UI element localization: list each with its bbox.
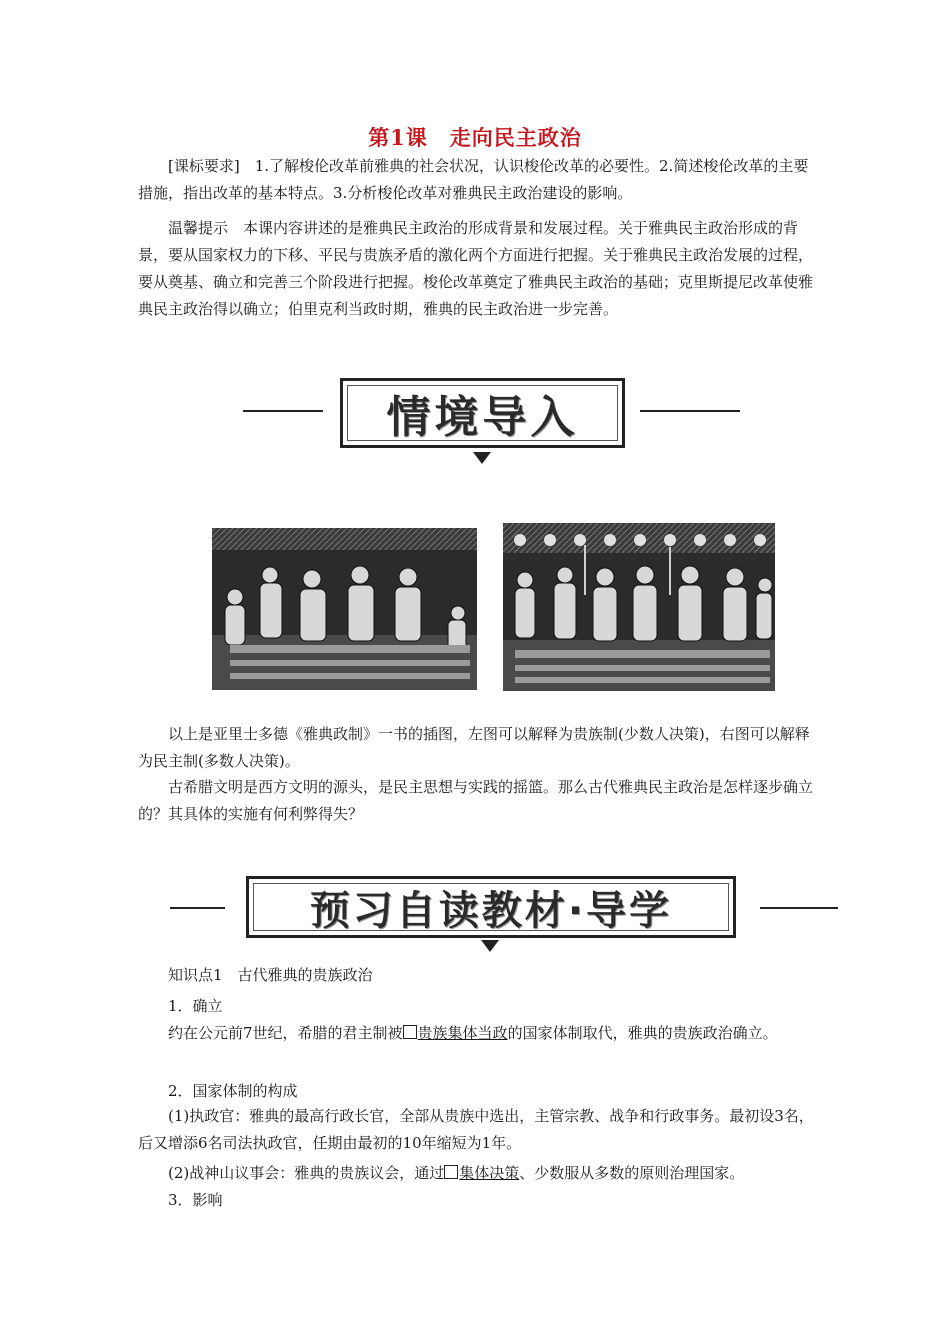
knowledge-point-1-title: 知识点1 古代雅典的贵族政治 [168,966,373,984]
fill-blank-answer: 集体决策 [444,1164,519,1182]
banner-rule-right [640,410,740,412]
banner-box [246,876,736,938]
banner-title: 情境导入 [386,392,579,443]
tip-paragraph: 温馨提示 本课内容讲述的是雅典民主政治的形成背景和发展过程。关于雅典民主政治形成的背景，要从国家权力的下移、平民与贵族矛盾的激化两个方面进行把握。关于雅典民主政治发展的过程，要从奠基、确立和完善三个阶段进行把握。梭伦改革奠定了雅典民主政治的基础；克里斯提尼改革使雅典民主政治得以确立；伯里克利当政时期，雅典的民主政治进一步完善。 [138,219,814,318]
section-1-body: 约在公元前7世纪，希腊的君主制被 贵族集体当政的国家体制取代，雅典的贵族政治确立。 [168,1024,778,1042]
section-1-title: 1．确立 [168,997,223,1015]
checkbox-icon [444,1165,458,1179]
intro-paragraph-1: 以上是亚里士多德《雅典政制》一书的插图，左图可以解释为贵族制(少数人决策)，右图可以解释为民主制(多数人决策)。 [138,725,810,770]
section-2-item-1: (1)执政官：雅典的最高行政长官，全部从贵族中选出，主管宗教、战争和行政事务。最初设3名，后又增添6名司法执政官，任期由最初的10年缩短为1年。 [138,1107,814,1152]
section-2-title: 2．国家体制的构成 [168,1082,298,1100]
checkbox-icon [403,1025,417,1039]
banner-box [340,378,625,448]
banner-rule-left [170,907,225,909]
intro-paragraph-2: 古希腊文明是西方文明的源头，是民主思想与实践的摇篮。那么古代雅典民主政治是怎样逐步确立的？其具体的实施有何利弊得失？ [138,778,814,823]
lesson-title: 第1课 走向民主政治 [368,125,582,150]
banner-rule-left [243,410,323,412]
democracy-illustration [503,523,775,691]
banner-pointer-icon [481,940,499,952]
aristocracy-illustration [190,505,800,705]
banner-pointer-icon [473,452,491,464]
fill-blank-answer: 贵族集体当政 [403,1024,508,1042]
illustrations [190,505,800,705]
banner-rule-right [760,907,838,909]
curriculum-requirements: [课标要求] 1.了解梭伦改革前雅典的社会状况，认识梭伦改革的必要性。2.简述梭伦改革的主要措施，指出改革的基本特点。3.分析梭伦改革对雅典民主政治建设的影响。 [138,157,809,202]
section-2-item-2: (2)战神山议事会：雅典的贵族议会，通过 集体决策、少数服从多数的原则治理国家。 [168,1164,745,1182]
section-3-title: 3．影响 [168,1191,223,1209]
banner-title: 预习自读教材·导学 [309,887,673,934]
